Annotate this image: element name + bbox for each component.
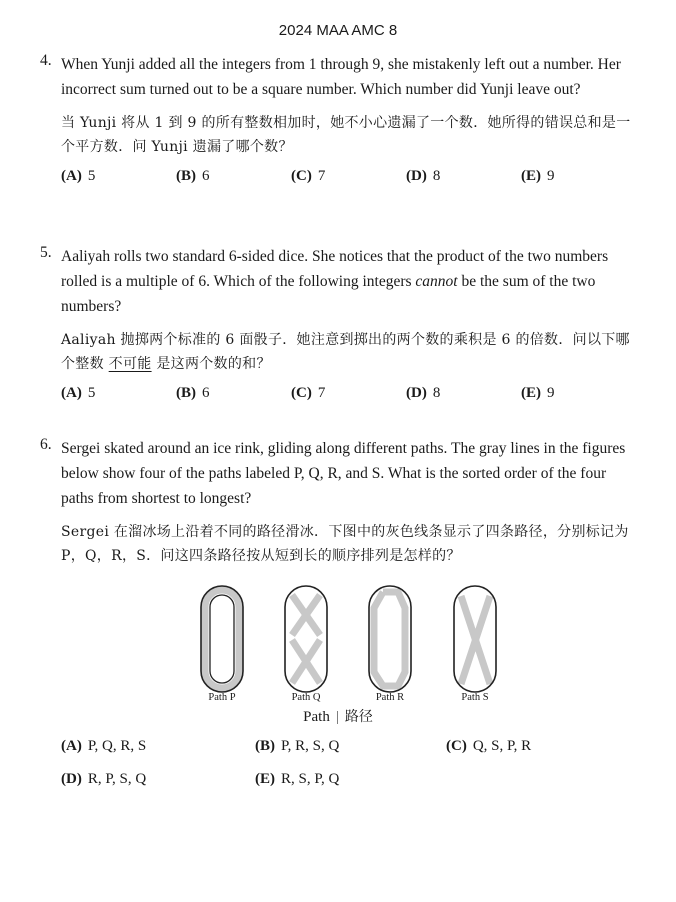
choice-text: 5 xyxy=(87,385,96,401)
path-p-inner-outline xyxy=(210,595,234,683)
path-r-figure xyxy=(369,586,411,692)
path-p-outline xyxy=(201,586,243,692)
choice-text: R, P, S, Q xyxy=(87,771,147,787)
choice-text: 6 xyxy=(202,168,210,184)
path-p-label: Path P xyxy=(208,692,236,703)
problem-6 xyxy=(40,436,640,568)
choice-a[interactable] xyxy=(61,168,95,185)
caption-en: Path xyxy=(303,709,330,725)
choice-label: (E) xyxy=(521,168,541,184)
choice-b[interactable] xyxy=(255,738,339,755)
path-q-stroke xyxy=(292,595,320,635)
choice-label: (D) xyxy=(61,771,82,787)
choice-label: (A) xyxy=(61,738,82,754)
problem-stem: When Yunji added all the integers from 1 through 9, she mistakenly left out a number. Her incorrect sum turned out to be a square number. Which number did Yunji leave out? xyxy=(61,56,621,98)
choice-d[interactable] xyxy=(406,168,440,185)
path-r-outline xyxy=(369,586,411,692)
choice-text: 7 xyxy=(317,168,326,184)
problem-number: 5. xyxy=(40,244,52,261)
caption-separator: | xyxy=(335,709,339,725)
cn-text: Aaliyah 抛掷两个标准的 6 面骰子．她注意到掷出的两个数的乘积是 6 的倍数．问以下哪个整数 xyxy=(61,332,630,372)
path-q-stroke xyxy=(292,595,320,635)
cn-text-end: 是这两个数的和？ xyxy=(156,356,271,372)
answer-choices xyxy=(61,385,640,407)
choice-label: (C) xyxy=(291,385,312,401)
choice-text: Q, S, P, R xyxy=(472,738,532,754)
stem-text-end: be the sum of the two numbers? xyxy=(61,273,596,315)
choice-c[interactable] xyxy=(291,385,325,402)
choice-e[interactable] xyxy=(255,771,339,788)
choice-b[interactable] xyxy=(176,385,210,402)
choice-d[interactable] xyxy=(61,771,146,788)
problem-stem-chinese xyxy=(61,328,640,376)
choice-e[interactable] xyxy=(521,385,555,402)
problem-stem xyxy=(61,244,640,319)
contest-header: 2024 MAA AMC 8 xyxy=(278,22,398,39)
path-p-track xyxy=(205,590,239,688)
stem-emphasis: cannot xyxy=(415,273,458,290)
caption-cn: 路径 xyxy=(344,709,373,725)
choice-b[interactable] xyxy=(176,168,210,185)
path-r-track xyxy=(374,592,405,686)
stem-text: Aaliyah rolls two standard 6-sided dice. She notices that the product of the two numbers rolled is a multiple of 6. Which of the following integers xyxy=(61,248,609,290)
choice-a[interactable] xyxy=(61,385,95,402)
problem-number: 4. xyxy=(40,52,52,69)
choice-text: 9 xyxy=(547,168,555,184)
choice-a[interactable] xyxy=(61,738,146,755)
choice-label: (D) xyxy=(406,385,427,401)
choice-label: (A) xyxy=(61,385,82,401)
choice-text: 7 xyxy=(317,385,326,401)
path-s-stroke xyxy=(461,596,490,684)
path-q-stroke xyxy=(292,640,320,683)
problem-5 xyxy=(40,244,640,407)
cn-underlined: 不可能 xyxy=(108,356,152,372)
path-q-outline xyxy=(285,586,327,692)
choice-label: (B) xyxy=(176,168,196,184)
problem-4 xyxy=(40,52,640,190)
choice-text: P, R, S, Q xyxy=(281,738,340,754)
choice-e[interactable] xyxy=(521,168,555,185)
path-s-label: Path S xyxy=(461,692,489,703)
choice-label: (D) xyxy=(406,168,427,184)
choice-label: (B) xyxy=(176,385,196,401)
choice-label: (C) xyxy=(291,168,312,184)
choice-text: 8 xyxy=(432,168,441,184)
choice-text: R, S, P, Q xyxy=(281,771,340,787)
figure-caption xyxy=(0,706,676,726)
choice-text: P, Q, R, S xyxy=(87,738,147,754)
problem-number: 6. xyxy=(40,436,52,453)
choice-text: 8 xyxy=(432,385,441,401)
choice-label: (E) xyxy=(521,385,541,401)
choice-label: (E) xyxy=(255,771,275,787)
path-q-figure xyxy=(285,586,327,692)
choice-c[interactable] xyxy=(291,168,325,185)
choice-label: (B) xyxy=(255,738,275,754)
path-s-stroke xyxy=(461,596,490,684)
problem-stem-chinese: 当 Yunji 将从 1 到 9 的所有整数相加时，她不小心遗漏了一个数．她所得的错误总和是一个平方数．问 Yunji 遗漏了哪个数？ xyxy=(61,115,631,155)
choice-label: (A) xyxy=(61,168,82,184)
choice-label: (C) xyxy=(446,738,467,754)
choice-text: 5 xyxy=(87,168,96,184)
choice-c[interactable] xyxy=(446,738,531,755)
path-r-label: Path R xyxy=(375,692,405,703)
problem-stem: Sergei skated around an ice rink, gliding along different paths. The gray lines in the figures below show four of the paths labeled P, Q, R, and S. What is the sorted order of the four paths from shortest to longest? xyxy=(61,440,626,507)
problem-stem-chinese: Sergei 在溜冰场上沿着不同的路径滑冰．下图中的灰色线条显示了四条路径，分别标记为 P，Q，R，S．问这四条路径按从短到长的顺序排列是怎样的？ xyxy=(61,524,629,564)
choice-text: 6 xyxy=(202,385,210,401)
answer-choices xyxy=(61,168,640,190)
path-q-stroke xyxy=(292,640,320,683)
path-p-figure xyxy=(201,586,243,692)
path-s-figure xyxy=(454,586,496,692)
choice-d[interactable] xyxy=(406,385,440,402)
choice-text: 9 xyxy=(547,385,555,401)
path-s-outline xyxy=(454,586,496,692)
path-q-label: Path Q xyxy=(291,692,321,703)
